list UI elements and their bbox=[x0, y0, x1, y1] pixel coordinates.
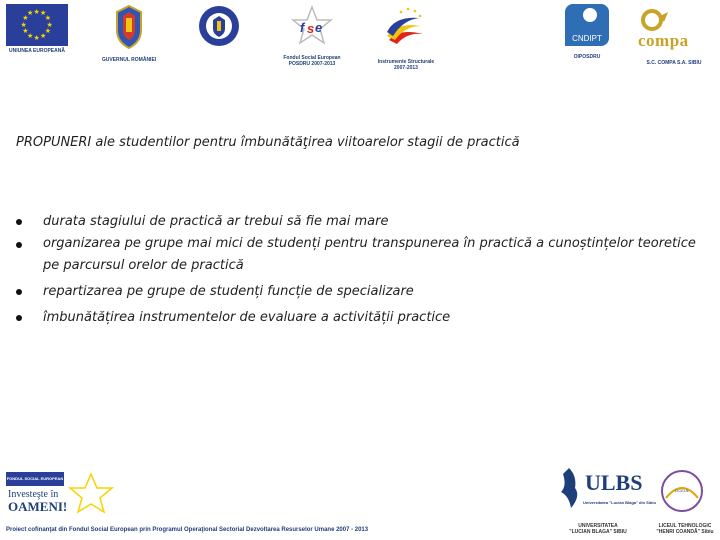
fse-footer-header: FONDUL SOCIAL EUROPEAN bbox=[6, 472, 64, 486]
ulbs-logo-text: ULBS bbox=[585, 470, 643, 495]
structural-caption-line1: Instrumente Structurale bbox=[377, 59, 435, 65]
star-outline-icon bbox=[66, 470, 116, 516]
fse-footer-logo bbox=[6, 472, 68, 526]
liceu-emblem-icon bbox=[660, 468, 704, 514]
coat-of-arms-icon bbox=[111, 4, 147, 50]
eu-star-icon: ★ bbox=[20, 21, 27, 29]
list-item bbox=[16, 233, 706, 277]
svg-text:e: e bbox=[315, 20, 323, 35]
svg-text:f: f bbox=[300, 20, 305, 35]
ulbs-caption-line1: UNIVERSITATEA bbox=[578, 523, 618, 529]
list-item bbox=[16, 210, 706, 233]
list-item-text: organizarea pe grupe mai mici de studenți pentru transpunerea în practică a cunoștințelor teoretice pe parcursul orelor de practică bbox=[43, 236, 696, 273]
fse-star-icon bbox=[290, 4, 334, 48]
ulbs-caption-line2: "LUCIAN BLAGA" SIBIU bbox=[569, 529, 627, 535]
list-item-text: durata stagiului de practică ar trebui să fie mai mare bbox=[43, 214, 389, 229]
ministry-logo bbox=[196, 4, 242, 53]
fse-footer-line1: Investeşte în bbox=[8, 489, 59, 500]
structural-caption-line2: 2007-2013 bbox=[394, 65, 418, 71]
bullet-icon bbox=[16, 315, 22, 321]
cndipt-badge-icon bbox=[565, 4, 609, 46]
liceu-caption-line2: "HENRI COANDĂ" Sibiu bbox=[656, 529, 714, 535]
eu-star-icon: ★ bbox=[22, 28, 29, 35]
compa-logo-text: compa bbox=[638, 31, 689, 50]
ulbs-logo bbox=[555, 464, 656, 518]
cndipt-logo-text: CNDIPT bbox=[572, 34, 602, 43]
ulbs-caption bbox=[556, 523, 640, 535]
list-item bbox=[16, 306, 706, 329]
project-cofinancing-text: Proiect cofinanţat din Fondul Social European prin Programul Operaţional Sectorial Dezvoltarea Resurselor Umane 2007 - 2013 bbox=[6, 527, 369, 533]
svg-text:LICEUL: LICEUL bbox=[674, 488, 690, 493]
structural-instruments-icon bbox=[381, 4, 431, 52]
eu-star-icon: ★ bbox=[44, 28, 52, 35]
eu-star-icon: ★ bbox=[22, 15, 29, 22]
eu-star-icon: ★ bbox=[40, 10, 47, 18]
eu-logo bbox=[4, 4, 70, 54]
ulbs-eagle-icon bbox=[555, 466, 583, 510]
eu-star-icon: ★ bbox=[33, 8, 40, 16]
ministry-seal-icon bbox=[197, 4, 241, 48]
eu-caption: UNIUNEA EUROPEANĂ bbox=[9, 48, 65, 54]
eu-star-icon: ★ bbox=[40, 32, 47, 40]
ulbs-subtitle: Universitatea "Lucian Blaga" din Sibiu bbox=[583, 500, 656, 505]
bullet-icon bbox=[16, 289, 22, 295]
page-heading: PROPUNERI ale studentilor pentru îmbunătăţirea viitoarelor stagii de practică bbox=[16, 135, 520, 150]
compa-logo bbox=[632, 4, 716, 66]
list-item bbox=[16, 280, 706, 303]
liceu-logo bbox=[660, 468, 706, 516]
liceu-caption bbox=[652, 523, 718, 535]
svg-text:s: s bbox=[307, 21, 315, 36]
eu-star-icon: ★ bbox=[27, 32, 34, 40]
compa-caption: S.C. COMPA S.A. SIBIU bbox=[646, 60, 702, 66]
fse-footer-line2: OAMENI! bbox=[8, 499, 68, 514]
fse-caption-line1: Fondul Social European bbox=[283, 55, 341, 61]
eu-star-icon: ★ bbox=[44, 15, 52, 22]
bullet-icon bbox=[16, 219, 22, 225]
liceu-caption-line1: LICEUL TEHNOLOGIC bbox=[658, 523, 712, 529]
eu-star-icon: ★ bbox=[33, 34, 40, 42]
list-item-text: îmbunătățirea instrumentelor de evaluare a activității practice bbox=[43, 310, 451, 325]
proposals-list bbox=[16, 210, 706, 329]
fse-caption-line2: POSDRU 2007-2013 bbox=[288, 61, 336, 67]
bullet-icon bbox=[16, 242, 22, 248]
cndipt-caption: OIPOSDRU bbox=[573, 54, 601, 60]
eu-flag-icon bbox=[6, 4, 68, 46]
structural-instruments-logo bbox=[366, 4, 446, 71]
government-logo bbox=[96, 4, 162, 63]
fse-posdru-logo bbox=[272, 4, 352, 67]
eu-star-icon: ★ bbox=[27, 10, 34, 18]
government-caption: GUVERNUL ROMÂNIEI bbox=[101, 57, 157, 63]
list-item-text: repartizarea pe grupe de studenți funcție de specializare bbox=[43, 284, 414, 299]
eu-star-icon: ★ bbox=[46, 21, 53, 29]
cndipt-logo bbox=[562, 4, 612, 60]
